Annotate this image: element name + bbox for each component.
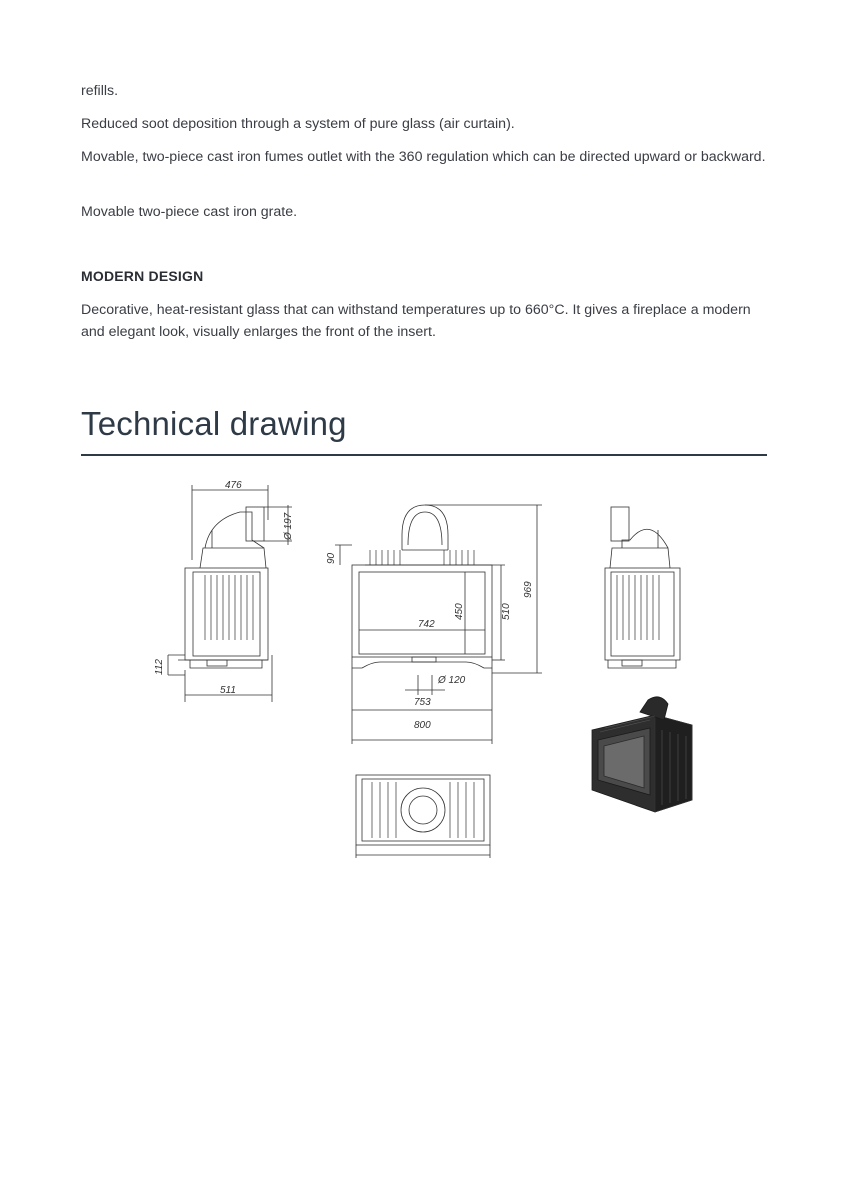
dim-glass-height: 450 (454, 603, 465, 620)
heading-rule (81, 454, 767, 456)
dim-top-offset: 90 (326, 552, 337, 564)
dim-side-depth-bottom: 511 (220, 685, 236, 696)
dim-inner-width: 753 (414, 697, 431, 708)
side-view-left (168, 485, 292, 702)
dim-leg-height: 112 (154, 659, 165, 675)
modern-design-heading: MODERN DESIGN (81, 268, 204, 284)
top-view (356, 775, 490, 858)
dim-side-depth-top: 476 (225, 480, 242, 491)
paragraph-refills: refills. (81, 83, 119, 99)
side-view-right (605, 507, 680, 668)
front-view (335, 505, 542, 744)
technical-drawing (0, 460, 848, 880)
dim-glass-width: 742 (418, 619, 435, 630)
insert-3d-render (592, 697, 692, 812)
dim-flue-diameter: Ø 120 (438, 675, 466, 686)
dim-opening-height: 510 (501, 603, 512, 620)
paragraph-grate: Movable two-piece cast iron grate. (81, 204, 298, 220)
dim-outlet-diameter: Ø 197 (283, 512, 294, 540)
paragraph-soot: Reduced soot deposition through a system of pure glass (air curtain). (81, 116, 515, 132)
dim-total-width: 800 (414, 720, 431, 731)
modern-design-text: Decorative, heat-resistant glass that can withstand temperatures up to 660°C. It gives a fireplace a modern and elegant look, visually enlarges the front of the insert. (81, 302, 751, 340)
dim-total-height: 969 (523, 581, 534, 598)
technical-drawing-heading: Technical drawing (81, 405, 347, 442)
paragraph-outlet: Movable, two-piece cast iron fumes outlet with the 360 regulation which can be directed upward or backward. (81, 149, 766, 165)
